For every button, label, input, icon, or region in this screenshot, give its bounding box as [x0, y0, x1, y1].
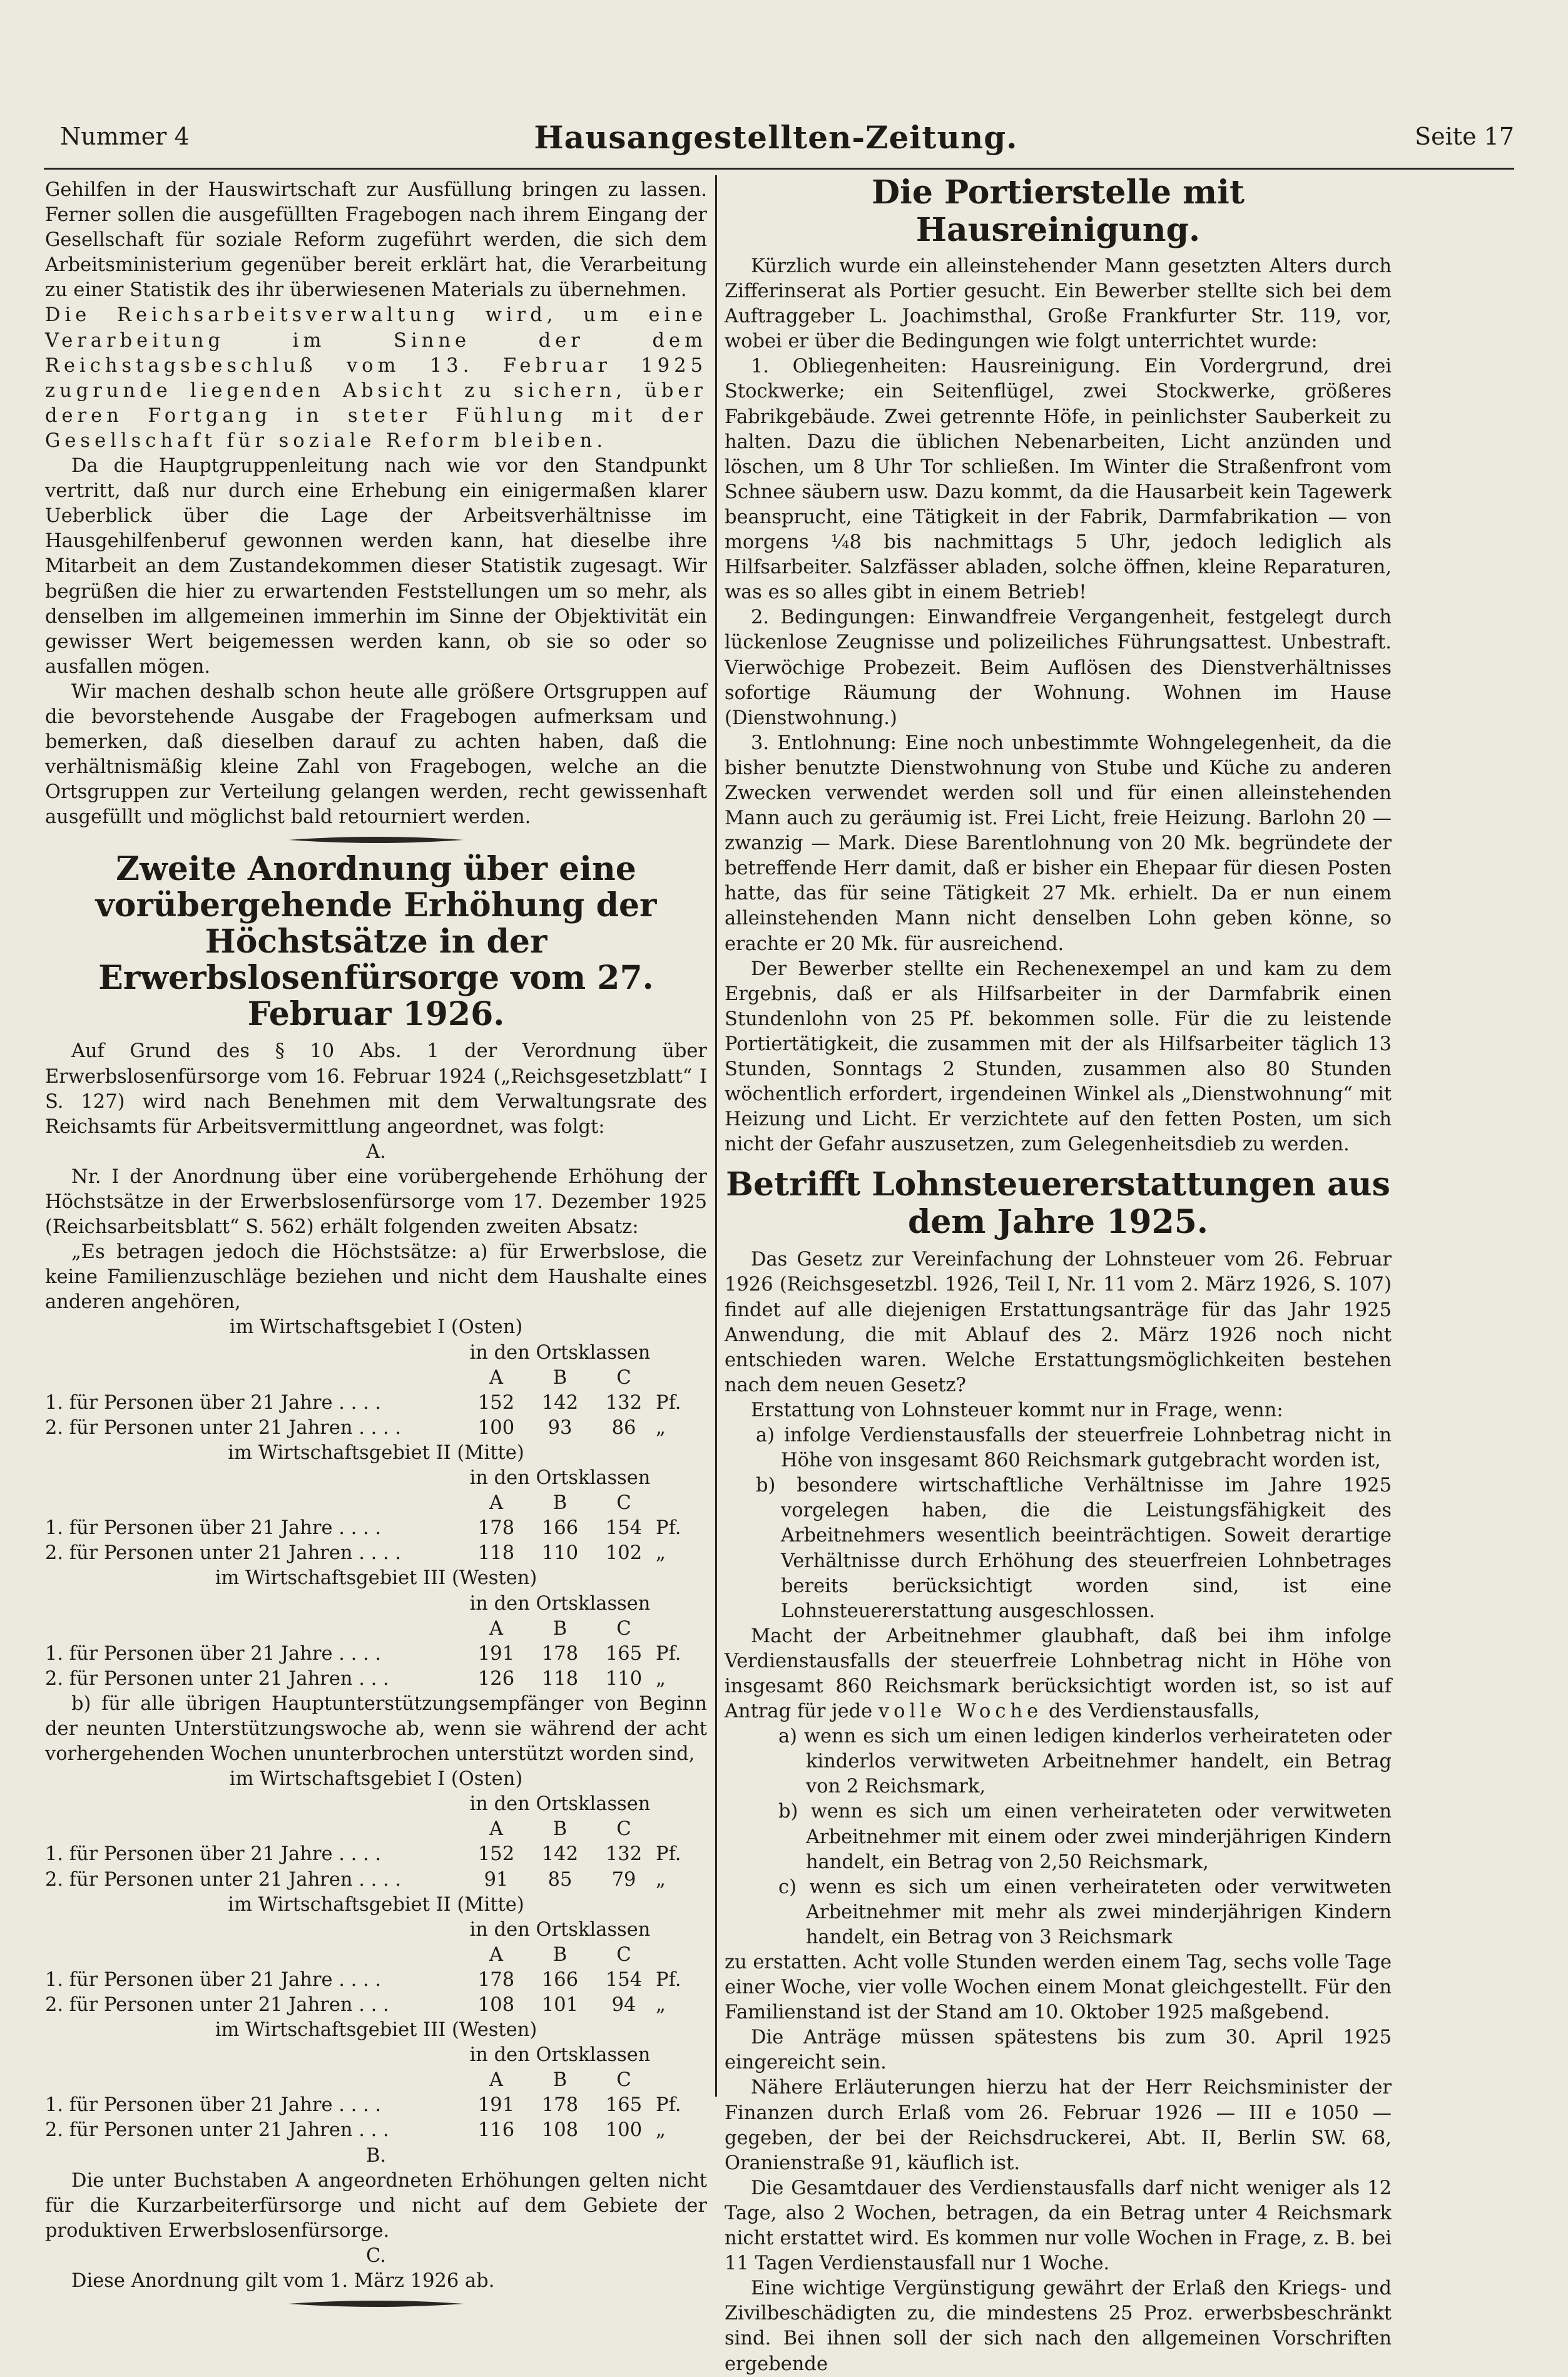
rate-value: 110 [605, 1667, 643, 1690]
rate-value: 108 [541, 2119, 579, 2142]
page-header [38, 119, 1514, 166]
list-item: a) wenn es sich um einen ledigen kinderlos verheirateten oder kinderlos verwitweten Arbeitnehmer handelt, ein Betrag von 2 Reichsmark, [778, 1725, 1392, 1798]
rate-unit: Pf. [656, 1391, 681, 1414]
row-label: 1. für Personen über 21 Jahre . . . . [45, 1968, 382, 1991]
region-heading: im Wirtschaftsgebiet I (Osten) [229, 1768, 523, 1791]
rate-unit: „ [656, 1542, 666, 1565]
region-heading: im Wirtschaftsgebiet I (Osten) [229, 1316, 523, 1339]
rate-value: 100 [477, 1416, 515, 1439]
list-item: b) besondere wirtschaftliche Verhältnisse im Jahre 1925 vorgelegen haben, die die Leistungsfähigkeit des Arbeitnehmers wesentlich beeinträchtigen. Soweit derartige Verhältnisse durch Erhöhung des steuerfreien Lohnbetrages bereits berücksichtigt worden sind, ist eine Lohnsteuererstattung ausgeschlossen. [756, 1475, 1392, 1622]
rates-table [45, 2043, 706, 2143]
ortsklassen-label: in den Ortsklassen [469, 2044, 651, 2067]
article-paragraph: Erstattung von Lohnsteuer kommt nur in Frage, wenn: [751, 1399, 1283, 1421]
row-label: 1. für Personen über 21 Jahre . . . . [45, 1517, 382, 1540]
class-letter: B [552, 1818, 568, 1841]
paragraph-text: des Verdienstausfalls, [1048, 1700, 1260, 1723]
rate-value: 165 [605, 1642, 643, 1665]
rate-value: 142 [541, 1391, 579, 1414]
rate-value: 85 [547, 1868, 573, 1891]
rate-unit: „ [656, 1994, 666, 2016]
class-letter: B [552, 1617, 568, 1640]
table-row [45, 1842, 706, 1867]
rate-value: 165 [605, 2094, 643, 2117]
rate-value: 101 [541, 1994, 579, 2016]
rate-value: 116 [477, 2119, 515, 2142]
class-letter: C [616, 2069, 631, 2092]
condition-list [725, 1423, 1392, 1624]
class-letter: A [489, 1366, 504, 1389]
rate-value: 191 [477, 1642, 515, 1665]
rate-unit: „ [656, 1667, 666, 1690]
rate-value: 132 [605, 1391, 643, 1414]
article-paragraph: zu erstatten. Acht volle Stunden werden einem Tag, sechs volle Tage einer Woche, vier volle Wochen einem Monat gleichgestellt. Für den Familienstand ist der Stand am 10. Oktober 1925 maßgebend. [725, 1951, 1392, 2024]
rate-value: 191 [477, 2094, 515, 2117]
class-letter: C [616, 1818, 631, 1841]
rate-value: 126 [477, 1667, 515, 1690]
class-letter: C [616, 1943, 631, 1966]
rate-unit: „ [656, 1416, 666, 1439]
article-title: Betrifft Lohnsteuererstattungen aus dem Jahre 1925. [726, 1165, 1390, 1242]
section-b-text: Die unter Buchstaben A angeordneten Erhöhungen gelten nicht für die Kurzarbeiterfürsorge und nicht auf dem Gebiete der produktiven Erwerbslosenfürsorge. [45, 2169, 707, 2242]
rate-unit: Pf. [656, 1968, 681, 1991]
article-point: 1. Obliegenheiten: Hausreinigung. Ein Vordergrund, drei Stockwerke; ein Seitenflügel, zwei Stockwerke, größeres Fabrikgebäude. Zwei getrennte Höfe, in peinlichster Sauberkeit zu halten. Dazu die üblichen Nebenarbeiten, Licht anzünden und löschen, um 8 Uhr Tor schließen. Im Winter die Straßenfront vom Schnee säubern usw. Dazu kommt, da die Hausarbeit kein Tagewerk beansprucht, eine Tätigkeit in der Fabrik, Darmfabrikation — von morgens ¼8 bis nachmittags 5 Uhr, jedoch lediglich als Hilfsarbeiter. Salzfässer abladen, solche öffnen, kleine Reparaturen, was es so alles gibt in einem Betrieb! [725, 355, 1392, 604]
table-row [45, 1541, 706, 1566]
ortsklassen-label: in den Ortsklassen [469, 1592, 651, 1615]
article-title: Die Portierstelle mit Hausreinigung. [872, 173, 1245, 249]
rate-value: 152 [477, 1843, 515, 1866]
class-letter: C [616, 1617, 631, 1640]
row-label: 2. für Personen unter 21 Jahren . . . . [45, 1542, 402, 1565]
table-row [45, 1642, 706, 1667]
table-row [45, 2093, 706, 2118]
region-heading: im Wirtschaftsgebiet III (Westen) [215, 1567, 537, 1590]
article-paragraph: Die Gesamtdauer des Verdienstausfalls darf nicht weniger als 12 Tage, also 2 Wochen, betragen, da ein Betrag unter 4 Reichsmark nicht erstattet wird. Es kommen nur volle Wochen in Frage, z. B. bei 11 Tagen Verdienstausfall nur 1 Woche. [725, 2177, 1392, 2275]
row-label: 2. für Personen unter 21 Jahren . . . [45, 1994, 389, 2016]
table-row [45, 1416, 706, 1441]
section-ornament [282, 835, 470, 845]
article-point: 3. Entlohnung: Eine noch unbestimmte Wohngelegenheit, da die bisher benutzte Dienstwohnung von Stube und Küche zu anderen Zwecken verwendet werden soll und für einen alleinstehenden Mann auch zu geräumig ist. Frei Licht, freie Heizung. Barlohn 20 — zwanzig — Mark. Diese Barentlohnung von 20 Mk. begründete der betreffende Herr damit, daß er bisher ein Ehepaar für diesen Posten hatte, das für seine Tätigkeit 27 Mk. erhielt. Da er nun einem alleinstehenden Mann nicht denselben Lohn geben könne, so erachte er 20 Mk. für ausreichend. [725, 732, 1392, 955]
rate-value: 178 [541, 2094, 579, 2117]
rate-value: 178 [477, 1968, 515, 1991]
class-letter: A [489, 1943, 504, 1966]
class-letter: A [489, 1818, 504, 1841]
intro-paragraph: Die Reichsarbeitsverwaltung wird, um eine Verarbeitung im Sinne der dem Reichstagsbeschluß vom 13. Februar 1925 zugrunde liegenden Absicht zu sichern, über deren Fortgang in steter Fühlung mit der Gesellschaft für soziale Reform bleiben. [45, 304, 707, 452]
section-b-label: B. [365, 2144, 387, 2167]
class-letter: C [616, 1366, 631, 1389]
row-label: 1. für Personen über 21 Jahre . . . . [45, 1843, 382, 1866]
class-letter: B [552, 1943, 568, 1966]
list-item: b) wenn es sich um einen verheirateten oder verwitweten Arbeitnehmer mit einem oder zwei minderjährigen Kindern handelt, ein Betrag von 2,50 Reichsmark, [778, 1801, 1392, 1873]
masthead-title: Hausangestellten-Zeitung. [534, 119, 1018, 156]
emphasis-text: volle Woche [878, 1700, 1043, 1723]
rates-table [45, 1466, 706, 1566]
article-intro: Kürzlich wurde ein alleinstehender Mann gesetzten Alters durch Zifferinserat als Portier gesucht. Ein Bewerber stellte sich bei dem Auftraggeber L. Joachimsthal, Große Frankfurter Str. 119, vor, wobei er über die Bedingungen wie folgt unterrichtet wurde: [725, 255, 1392, 353]
class-letter: B [552, 1492, 568, 1515]
rate-value: 86 [611, 1416, 636, 1439]
table-row [45, 1968, 706, 1993]
article-intro: Das Gesetz zur Vereinfachung der Lohnsteuer vom 26. Februar 1926 (Reichsgesetzbl. 1926, Teil I, Nr. 11 vom 2. März 1926, S. 107) findet auf alle diejenigen Erstattungsanträge für das Jahr 1925 Anwendung, die mit Ablauf des 2. März 1926 noch nicht entschieden waren. Welche Erstattungsmöglichkeiten bestehen nach dem neuen Gesetz? [725, 1249, 1392, 1396]
class-letter: A [489, 1617, 504, 1640]
rate-value: 154 [605, 1968, 643, 1991]
row-label: 2. für Personen unter 21 Jahren . . . [45, 2119, 389, 2142]
article-paragraph: Eine wichtige Vergünstigung gewährt der Erlaß den Kriegs- und Zivilbeschädigten zu, die mindestens 25 Proz. erwerbsbeschränkt sind. Bei ihnen soll der sich nach den allgemeinen Vorschriften ergebende [725, 2277, 1392, 2375]
article-closing: Der Bewerber stellte ein Rechenexempel an und kam zu dem Ergebnis, daß er als Hilfsarbeiter in der Darmfabrik einen Stundenlohn von 25 Pf. bekommen solle. Für die zu leistende Portiertätigkeit, die zusammen mit der als Hilfsarbeiter täglich 13 Stunden, Sonntags 2 Stunden, zusammen also 80 Stunden wöchentlich erfordert, irgendeinen Winkel als „Dienstwohnung“ mit Heizung und Licht. Er verzichtete auf den fetten Posten, um sich nicht der Gefahr auszusetzen, zum Gelegenheitsdieb zu werden. [725, 958, 1392, 1156]
rate-value: 94 [611, 1994, 636, 2016]
section-c-label: C. [366, 2244, 386, 2267]
issue-number: Nummer 4 [60, 123, 190, 150]
region-heading: im Wirtschaftsgebiet II (Mitte) [228, 1441, 524, 1464]
table-row [45, 1667, 706, 1692]
table-row [45, 1868, 706, 1893]
left-column [45, 178, 707, 2315]
table-row [45, 1516, 706, 1541]
rate-value: 178 [541, 1642, 579, 1665]
rate-unit: „ [656, 1868, 666, 1891]
rates-table-b [45, 1767, 707, 2143]
ortsklassen-label: in den Ortsklassen [469, 1341, 651, 1364]
intro-paragraph: Wir machen deshalb schon heute alle größere Ortsgruppen auf die bevorstehende Ausgabe der Fragebogen aufmerksam und bemerken, daß dieselben darauf zu achten haben, daß die verhältnismäßig kleine Zahl von Fragebogen, welche an die Ortsgruppen zur Verteilung gelangen werden, recht gewissenhaft ausgefüllt und möglichst bald retourniert werden. [45, 680, 707, 829]
rate-value: 79 [611, 1868, 636, 1891]
article-intro: Auf Grund des § 10 Abs. 1 der Verordnung über Erwerbslosenfürsorge vom 16. Februar 1924 („Reichsgesetzblatt“ I S. 127) wird nach Benehmen mit dem Verwaltungsrate des Reichsamts für Arbeitsvermittlung angeordnet, was folgt: [45, 1040, 707, 1138]
list-item: c) wenn es sich um einen verheirateten oder verwitweten Arbeitnehmer mit mehr als zwei minderjährigen Kindern handelt, ein Betrag von 3 Reichsmark [778, 1876, 1392, 1948]
article-point: 2. Bedingungen: Einwandfreie Vergangenheit, festgelegt durch lückenlose Zeugnisse und polizeiliches Führungsattest. Unbestraft. Vierwöchige Probezeit. Beim Auflösen des Dienstverhältnisses sofortige Räumung der Wohnung. Wohnen im Hause (Dienstwohnung.) [725, 606, 1392, 729]
rate-value: 152 [477, 1391, 515, 1414]
paragraph-text: Macht der Arbeitnehmer glaubhaft, daß bei ihm infolge Verdienstausfalls der steuerfreie Lohnbetrag nicht in Höhe von insgesamt 860 Reichsmark berücksichtigt worden ist, so ist auf Antrag für jede [725, 1625, 1392, 1723]
row-label: 2. für Personen unter 21 Jahren . . . . [45, 1416, 402, 1439]
row-label: 1. für Personen über 21 Jahre . . . . [45, 2094, 382, 2117]
case-list [725, 1724, 1392, 1950]
section-a-text: Nr. I der Anordnung über eine vorübergehende Erhöhung der Höchstsätze in der Erwerbslosenfürsorge vom 17. Dezember 1925 (Reichsarbeitsblatt“ S. 562) erhält folgenden zweiten Absatz: [45, 1165, 707, 1239]
rate-unit: „ [656, 2119, 666, 2142]
row-label: 1. für Personen über 21 Jahre . . . . [45, 1391, 382, 1414]
region-heading: im Wirtschaftsgebiet III (Westen) [215, 2019, 537, 2042]
rate-unit: Pf. [656, 1843, 681, 1866]
rates-table [45, 1341, 706, 1441]
class-letter: C [616, 1492, 631, 1515]
rate-value: 110 [541, 1542, 579, 1565]
class-letter: B [552, 1366, 568, 1389]
column-divider [715, 175, 717, 2097]
row-label: 2. für Personen unter 21 Jahren . . . . [45, 1868, 402, 1891]
rate-value: 142 [541, 1843, 579, 1866]
rate-value: 102 [605, 1542, 643, 1565]
rate-value: 166 [541, 1517, 579, 1540]
ortsklassen-label: in den Ortsklassen [469, 1918, 651, 1941]
rate-value: 91 [484, 1868, 509, 1891]
article-paragraph: Die Anträge müssen spätestens bis zum 30. April 1925 eingereicht sein. [725, 2027, 1392, 2074]
intro-paragraph: Da die Hauptgruppenleitung nach wie vor den Standpunkt vertritt, daß nur durch eine Erhebung ein einigermaßen klarer Ueberblick über die Lage der Arbeitsverhältnisse im Hausgehilfenberuf gewonnen werden kann, hat dieselbe ihre Mitarbeit an dem Zustandekommen dieser Statistik zugesagt. Wir begrüßen die hier zu erwartenden Feststellungen um so mehr, als denselben im allgemeinen immerhin im Sinne der Objektivität ein gewisser Wert beigemessen werden kann, ob sie so oder so ausfallen mögen. [45, 455, 707, 678]
article-paragraph: Nähere Erläuterungen hierzu hat der Herr Reichsminister der Finanzen durch Erlaß vom 26. Februar 1926 — III e 1050 — gegeben, der bei der Reichsdruckerei, Abt. II, Berlin SW. 68, Oranienstraße 91, käuflich ist. [725, 2077, 1392, 2174]
rate-value: 100 [605, 2119, 643, 2142]
section-a-quote: „Es betragen jedoch die Höchstsätze: a) für Erwerbslose, die keine Familienzuschläge beziehen und nicht dem Haushalte eines anderen angehören, [45, 1241, 707, 1314]
section-b-quote: b) für alle übrigen Hauptunterstützungsempfänger von Beginn der neunten Unterstützungswoche ab, wenn sie während der acht vorhergehenden Wochen ununterbrochen unterstützt worden sind, [45, 1692, 707, 1766]
rates-table [45, 1792, 706, 1892]
rate-value: 108 [477, 1994, 515, 2016]
rate-value: 93 [547, 1416, 573, 1439]
class-letter: B [552, 2069, 568, 2092]
list-item: a) infolge Verdienstausfalls der steuerfreie Lohnbetrag nicht in Höhe von insgesamt 860 Reichsmark gutgebracht worden ist, [756, 1424, 1392, 1472]
rate-unit: Pf. [656, 1642, 681, 1665]
row-label: 1. für Personen über 21 Jahre . . . . [45, 1642, 382, 1665]
row-label: 2. für Personen unter 21 Jahren . . . [45, 1667, 389, 1690]
rate-value: 132 [605, 1843, 643, 1866]
rate-value: 166 [541, 1968, 579, 1991]
table-row [45, 1391, 706, 1416]
right-column [725, 173, 1392, 2377]
rates-table [45, 1918, 706, 2018]
rate-value: 118 [477, 1542, 515, 1565]
intro-paragraph: Gehilfen in der Hauswirtschaft zur Ausfüllung bringen zu lassen. Ferner sollen die ausgefüllten Fragebogen nach ihrem Eingang der Gesellschaft für soziale Reform zugeführt werden, die sich dem Arbeitsministerium gegenüber bereit erklärt hat, die Verarbeitung zu einer Statistik des ihr überwiesenen Materials zu übernehmen. [45, 179, 707, 302]
rate-unit: Pf. [656, 2094, 681, 2117]
section-a-label: A. [366, 1140, 386, 1163]
ortsklassen-label: in den Ortsklassen [469, 1467, 651, 1490]
region-heading: im Wirtschaftsgebiet II (Mitte) [228, 1893, 524, 1916]
section-c-text: Diese Anordnung gilt vom 1. März 1926 ab. [71, 2270, 495, 2293]
rate-value: 178 [477, 1517, 515, 1540]
ortsklassen-label: in den Ortsklassen [469, 1793, 651, 1816]
table-row [45, 2118, 706, 2143]
rates-table [45, 1592, 706, 1692]
rate-unit: Pf. [656, 1517, 681, 1540]
end-ornament [282, 2299, 470, 2309]
class-letter: A [489, 2069, 504, 2092]
article-title: Zweite Anordnung über eine vorübergehende Erhöhung der Höchstsätze in der Erwerbslosenfürsorge vom 27. Februar 1926. [95, 850, 657, 1034]
rate-value: 154 [605, 1517, 643, 1540]
header-rule [44, 168, 1514, 170]
class-letter: A [489, 1492, 504, 1515]
article-paragraph [725, 1624, 1392, 1724]
rates-table-a [45, 1315, 707, 1691]
page-number: Seite 17 [1415, 123, 1514, 150]
rate-value: 118 [541, 1667, 579, 1690]
table-row [45, 1993, 706, 2018]
